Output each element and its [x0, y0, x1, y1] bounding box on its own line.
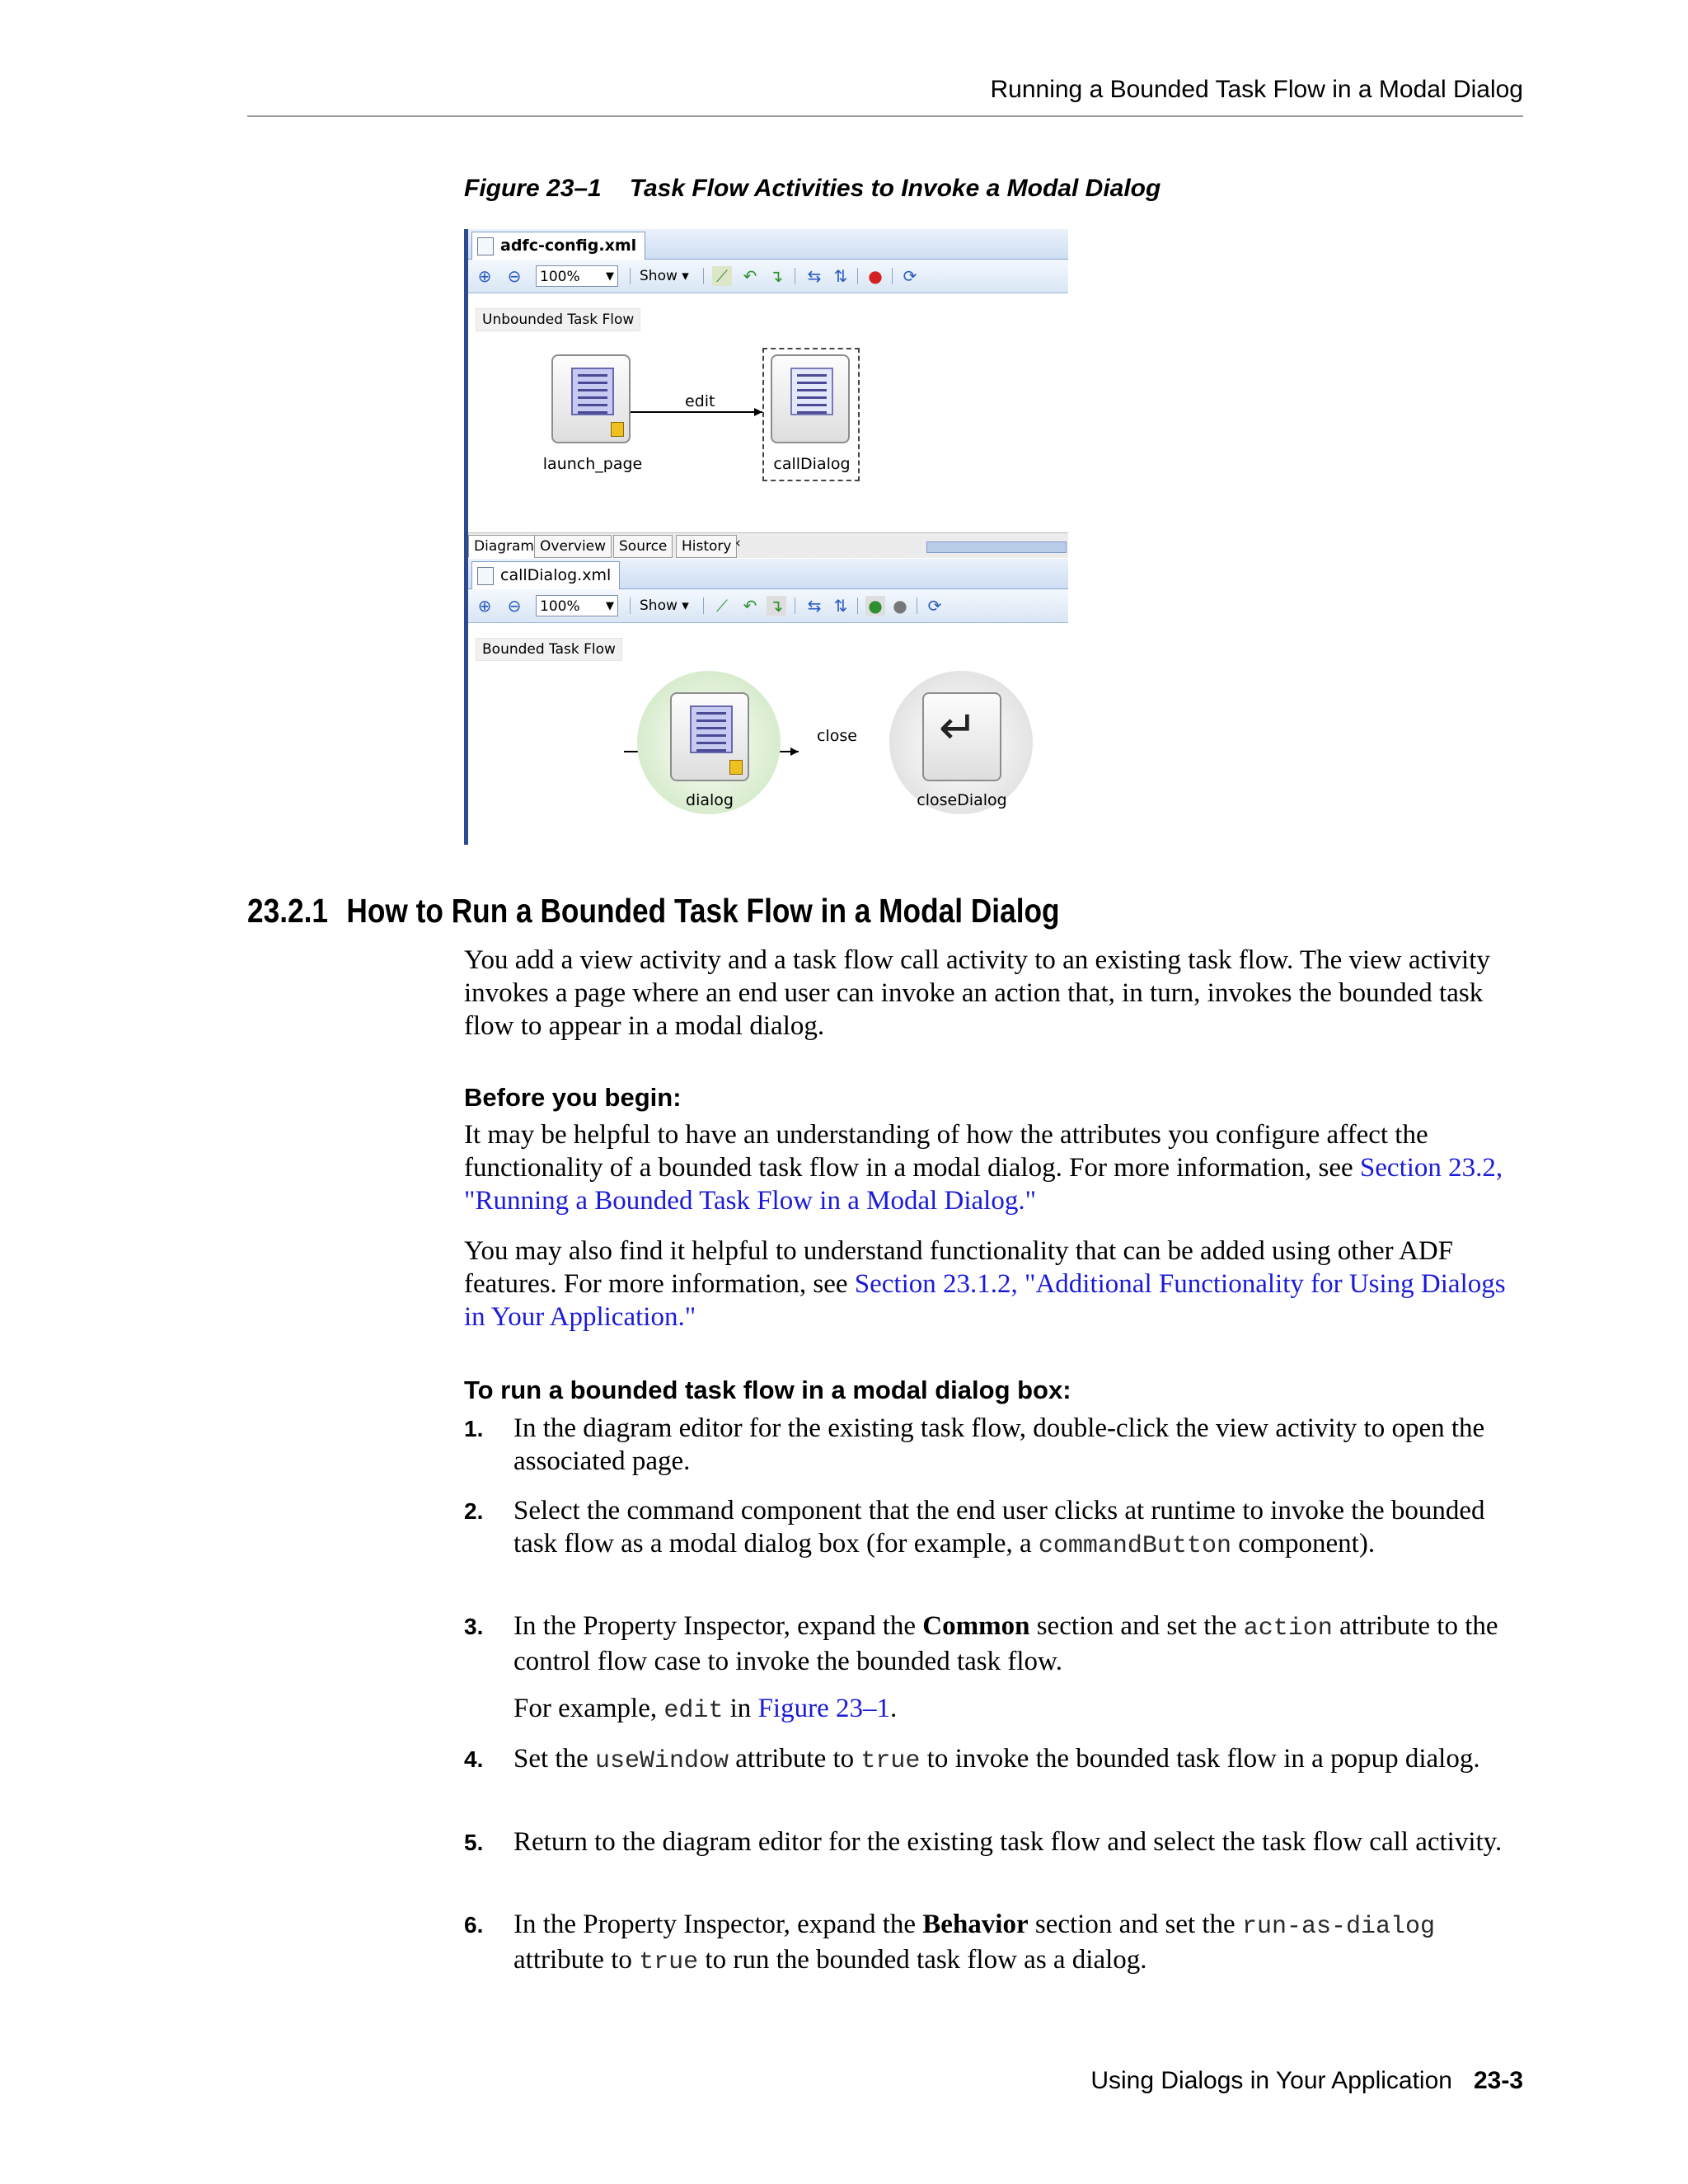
- page-badge-icon: [729, 760, 743, 775]
- layout-horizontal-icon[interactable]: ⇆: [807, 596, 822, 616]
- error-icon[interactable]: ●: [868, 266, 883, 286]
- step-text-part: attribute to: [729, 1744, 861, 1774]
- step-number: 5.: [464, 1830, 484, 1855]
- select-tool-icon[interactable]: ⟋: [716, 596, 728, 616]
- zoom-in-icon[interactable]: ⊕: [477, 266, 492, 286]
- return-arrow-icon: ↵: [939, 701, 978, 755]
- top-show-menu[interactable]: Show ▾: [640, 268, 689, 284]
- step-text-part: section and set the: [1029, 1611, 1244, 1641]
- zoom-out-icon[interactable]: ⊖: [507, 266, 522, 286]
- step-number: 6.: [464, 1912, 484, 1938]
- unbounded-flow-label: Unbounded Task Flow: [476, 308, 640, 331]
- info-icon[interactable]: ●: [893, 596, 907, 616]
- select-tool-icon[interactable]: ⟋: [712, 266, 732, 286]
- example-part: in: [723, 1694, 758, 1723]
- example-part: .: [889, 1694, 898, 1723]
- tab-overview[interactable]: Overview: [534, 535, 612, 558]
- bold-common: Common: [922, 1611, 1030, 1641]
- page-number: 23-3: [1473, 2067, 1523, 2094]
- control-flow-icon[interactable]: ↶: [743, 266, 757, 286]
- step-number: 4.: [464, 1746, 484, 1772]
- step-text: [513, 1908, 1527, 1979]
- bottom-zoom-value: 100%: [540, 598, 580, 615]
- close-dialog-node[interactable]: [922, 692, 1001, 781]
- step-text-part: attribute to: [513, 1945, 640, 1975]
- bottom-zoom-select[interactable]: [536, 595, 618, 616]
- call-dialog-caption: callDialog: [773, 455, 851, 473]
- step-text: Return to the diagram editor for the existing task flow and select the task flow call activity.: [513, 1827, 1503, 1857]
- refresh-icon[interactable]: ⟳: [927, 596, 942, 616]
- bottom-file-tab[interactable]: [471, 561, 620, 589]
- example-text: [513, 1692, 1527, 1727]
- step-text: In the diagram editor for the existing task flow, double-click the view activity to open the associated page.: [513, 1413, 1485, 1476]
- edit-arrowhead: [754, 408, 762, 416]
- figure-caption: [464, 175, 1160, 203]
- top-zoom-value: 100%: [540, 269, 580, 285]
- bounded-flow-label: Bounded Task Flow: [476, 638, 622, 661]
- procedure-heading: To run a bounded task flow in a modal dialog box:: [464, 1376, 1071, 1404]
- example-part: For example,: [513, 1694, 664, 1723]
- bottom-show-label: Show: [640, 598, 678, 614]
- layout-vertical-icon[interactable]: ⇅: [833, 266, 848, 286]
- section-number: 23.2.1: [247, 892, 329, 930]
- layout-vertical-icon[interactable]: ⇅: [833, 596, 848, 616]
- edit-edge-label: edit: [685, 392, 715, 410]
- step-text-part: In the Property Inspector, expand the: [513, 1910, 923, 1939]
- zoom-out-icon[interactable]: ⊖: [507, 596, 522, 616]
- refresh-icon[interactable]: ⟳: [903, 266, 917, 286]
- step-text-part: Select the command component that the end user clicks at runtime to invoke the bounded task flow as a modal dialog box (for example, a: [513, 1496, 1485, 1558]
- horizontal-scrollbar[interactable]: [926, 541, 1067, 553]
- toolbar-separator: [630, 598, 631, 614]
- view-page-icon: [690, 705, 733, 753]
- toolbar-separator: [703, 598, 704, 614]
- before-paragraph-1: [464, 1118, 1527, 1217]
- xml-file-icon: [477, 567, 494, 585]
- close-arrowhead: [790, 748, 799, 756]
- figure-title: Task Flow Activities to Invoke a Modal Dialog: [629, 175, 1161, 202]
- running-header: Running a Bounded Task Flow in a Modal Dialog: [990, 76, 1523, 103]
- chevron-down-icon: ▼: [606, 600, 614, 612]
- dialog-node[interactable]: [670, 692, 749, 781]
- wildcard-flow-icon[interactable]: ↴: [769, 266, 784, 286]
- step-text: [513, 1610, 1527, 1678]
- figure-number: Figure 23–1: [464, 175, 602, 202]
- step-text-part: section and set the: [1028, 1910, 1242, 1939]
- section-23-1-2-link[interactable]: Section 23.1.2, "Additional Functionality for Using Dialogs in Your Application.": [464, 1269, 1506, 1332]
- code-action: action: [1243, 1615, 1333, 1643]
- section-23-2-link[interactable]: Section 23.2, "Running a Bounded Task Flow in a Modal Dialog.": [464, 1153, 1503, 1216]
- top-file-tab-label: adfc-config.xml: [500, 237, 637, 255]
- top-show-label: Show: [640, 268, 678, 284]
- close-dialog-caption: closeDialog: [917, 791, 1007, 809]
- step-text-part: to invoke the bounded task flow in a popup dialog.: [920, 1744, 1480, 1774]
- layout-horizontal-icon[interactable]: ⇆: [807, 266, 822, 286]
- before-heading: Before you begin:: [464, 1083, 682, 1112]
- zoom-in-icon[interactable]: ⊕: [477, 596, 492, 616]
- bottom-show-menu[interactable]: Show ▾: [640, 598, 689, 614]
- step-text-part: attribute to the control flow case to invoke the bounded task flow.: [513, 1611, 1498, 1676]
- step-text-part: In the Property Inspector, expand the: [513, 1611, 923, 1641]
- figure-screenshot: [464, 229, 1068, 845]
- step-text-part: component).: [1231, 1529, 1376, 1558]
- chevron-down-icon: ▼: [606, 270, 614, 283]
- intro-paragraph: You add a view activity and a task flow call activity to an existing task flow. The view activity invokes a page where an end user can invoke an action that, in turn, invokes the bounded task flow to appear in a modal dialog.: [464, 945, 1490, 1041]
- tab-diagram[interactable]: Diagram: [468, 535, 540, 558]
- before-paragraph-2: [464, 1235, 1527, 1333]
- launch-page-caption: launch_page: [542, 455, 643, 473]
- step-number: 3.: [464, 1614, 484, 1639]
- figure-23-1-link[interactable]: Figure 23–1: [757, 1694, 890, 1723]
- before-p1-text: It may be helpful to have an understanding of how the attributes you configure affect the functionality of a bounded task flow in a modal dialog. For more information, see: [464, 1120, 1428, 1183]
- step-number: 2.: [464, 1498, 484, 1524]
- section-heading: [247, 892, 1060, 930]
- bottom-editor-tabstrip: [468, 559, 1068, 589]
- step-text: [513, 1494, 1527, 1563]
- control-flow-icon[interactable]: ↶: [743, 596, 757, 616]
- code-use-window: useWindow: [594, 1747, 729, 1775]
- bottom-file-tab-label: callDialog.xml: [500, 566, 612, 584]
- toolbar-separator: [857, 598, 858, 614]
- wildcard-flow-icon[interactable]: ↴: [767, 596, 786, 616]
- page-footer: [247, 2067, 1523, 2095]
- code-edit: edit: [663, 1697, 724, 1725]
- step-text-part: Set the: [513, 1744, 595, 1774]
- code-command-button: commandButton: [1038, 1532, 1231, 1560]
- scroll-left-icon[interactable]: ‹: [735, 535, 741, 551]
- bold-behavior: Behavior: [922, 1910, 1029, 1939]
- code-true: true: [860, 1747, 921, 1775]
- view-tabs-bar: [468, 532, 1068, 558]
- footer-chapter: Using Dialogs in Your Application: [1090, 2067, 1452, 2094]
- close-edge-label: close: [817, 727, 857, 745]
- bottom-editor-toolbar: [468, 589, 1068, 623]
- tab-source[interactable]: Source: [613, 535, 673, 558]
- code-run-as-dialog: run-as-dialog: [1241, 1913, 1435, 1941]
- dialog-caption: dialog: [686, 791, 734, 809]
- step-number: 1.: [464, 1416, 484, 1441]
- tab-history[interactable]: History: [676, 535, 737, 558]
- code-true: true: [639, 1948, 699, 1976]
- section-title: How to Run a Bounded Task Flow in a Modal Dialog: [346, 892, 1060, 930]
- step-text: [513, 1742, 1527, 1778]
- default-activity-icon[interactable]: ●: [865, 596, 885, 616]
- step-text-part: to run the bounded task flow as a dialog.: [698, 1945, 1147, 1975]
- header-rule: [247, 115, 1523, 117]
- before-p2-text: You may also find it helpful to understand functionality that can be added using other ADF features. For more information, see: [464, 1236, 1454, 1299]
